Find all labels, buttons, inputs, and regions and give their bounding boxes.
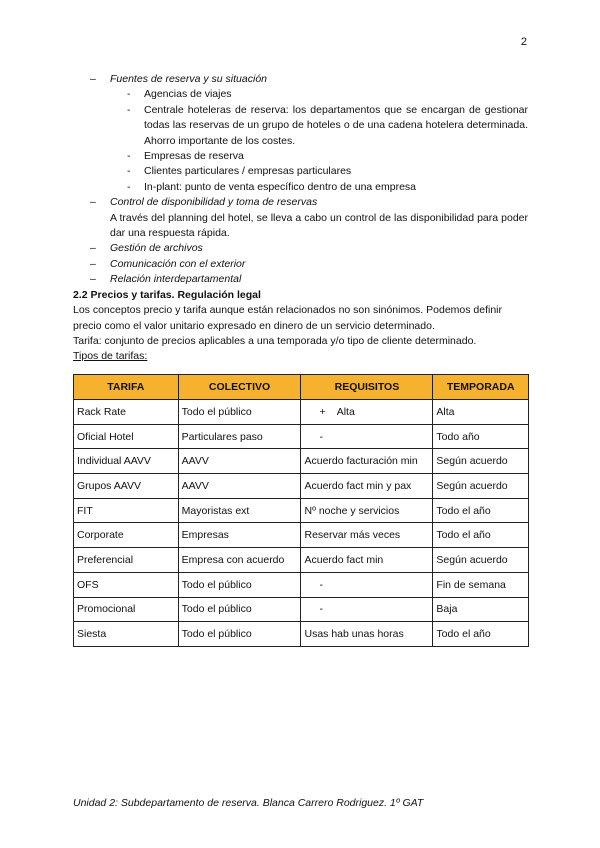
page-number: 2 xyxy=(520,36,527,48)
table-cell: Mayoristas ext xyxy=(178,498,301,523)
table-row xyxy=(74,400,529,425)
bullet-dash: - xyxy=(127,165,131,178)
table-row xyxy=(74,622,529,647)
table-cell: Reservar más veces xyxy=(301,523,433,548)
table-cell: - xyxy=(301,424,433,449)
table-cell: Según acuerdo xyxy=(433,449,529,474)
list-item xyxy=(73,241,528,256)
table-cell: - xyxy=(301,597,433,622)
sub-list-text: Centrale hoteleras de reserva: los departamentos que se encargan de gestionar todas las reservas de un grupo de hoteles o de una cadena hotelera determinada. Ahorro importante de los costes. xyxy=(144,103,528,147)
table-cell: Acuerdo fact min xyxy=(301,548,433,573)
column-header-requisitos: REQUISITOS xyxy=(301,375,433,400)
table-header-row xyxy=(74,375,529,400)
table-cell: Todo el año xyxy=(433,498,529,523)
table-cell: Preferencial xyxy=(74,548,179,573)
column-header-colectivo: COLECTIVO xyxy=(178,375,301,400)
table-cell: Según acuerdo xyxy=(433,474,529,499)
table-cell: Particulares paso xyxy=(178,424,301,449)
list-heading: Gestión de archivos xyxy=(110,242,203,255)
tarifas-table xyxy=(73,374,529,647)
table-row xyxy=(74,449,529,474)
sub-list-item xyxy=(73,180,528,195)
table-cell: OFS xyxy=(74,572,179,597)
table-cell: Baja xyxy=(433,597,529,622)
sub-list-text: In-plant: punto de venta específico dentro de una empresa xyxy=(144,180,417,193)
bullet-dash: - xyxy=(127,180,131,193)
sub-list-item xyxy=(73,164,528,179)
bullet-dash: – xyxy=(90,242,96,255)
table-cell: + Alta xyxy=(301,400,433,425)
table-cell: Siesta xyxy=(74,622,179,647)
table-cell: Todo año xyxy=(433,424,529,449)
table-cell: Individual AAVV xyxy=(74,449,179,474)
table-row xyxy=(74,572,529,597)
list-item xyxy=(73,257,528,272)
bullet-dash: – xyxy=(90,257,96,270)
table-row xyxy=(74,597,529,622)
table-cell: - xyxy=(301,572,433,597)
table-cell: FIT xyxy=(74,498,179,523)
table-row xyxy=(74,424,529,449)
table-cell: Grupos AAVV xyxy=(74,474,179,499)
table-cell: Acuerdo facturación min xyxy=(301,449,433,474)
sub-list-text: Agencias de viajes xyxy=(144,88,232,101)
sub-list-item xyxy=(73,149,528,164)
sub-list-text: Clientes particulares / empresas particulares xyxy=(144,165,352,178)
bullet-dash: – xyxy=(90,196,96,209)
list-heading: Relación interdepartamental xyxy=(110,273,242,286)
table-row xyxy=(74,523,529,548)
table-cell: Acuerdo fact min y pax xyxy=(301,474,433,499)
table-cell: AAVV xyxy=(178,449,301,474)
table-cell: Usas hab unas horas xyxy=(301,622,433,647)
bullet-dash: - xyxy=(127,88,131,101)
table-cell: Fin de semana xyxy=(433,572,529,597)
table-cell: AAVV xyxy=(178,474,301,499)
table-cell: Oficial Hotel xyxy=(74,424,179,449)
bullet-dash: – xyxy=(90,273,96,286)
table-cell: Todo el año xyxy=(433,523,529,548)
list-heading: Control de disponibilidad y toma de reservas xyxy=(110,196,318,209)
table-cell: Nº noche y servicios xyxy=(301,498,433,523)
table-cell: Alta xyxy=(433,400,529,425)
column-header-temporada: TEMPORADA xyxy=(433,375,529,400)
table-cell: Rack Rate xyxy=(74,400,179,425)
list-heading: Fuentes de reserva y su situación xyxy=(110,73,267,85)
table-cell: Según acuerdo xyxy=(433,548,529,573)
list-item xyxy=(73,72,528,87)
table-cell: Empresas xyxy=(178,523,301,548)
sub-list-text: Empresas de reserva xyxy=(144,150,244,163)
table-row xyxy=(74,474,529,499)
table-cell: Empresa con acuerdo xyxy=(178,548,301,573)
table-cell: Promocional xyxy=(74,597,179,622)
table-cell: Todo el año xyxy=(433,622,529,647)
table-cell: Todo el público xyxy=(178,622,301,647)
bullet-dash: - xyxy=(127,103,131,116)
page-footer: Unidad 2: Subdepartamento de reserva. Blanca Carrero Rodriguez. 1º GAT xyxy=(73,797,424,809)
table-cell: Todo el público xyxy=(178,597,301,622)
list-paragraph: A través del planning del hotel, se lleva a cabo un control de las disponibilidad para poder dar una respuesta rápida. xyxy=(110,211,528,240)
paragraph: Los conceptos precio y tarifa aunque están relacionados no son sinónimos. Podemos definir precio como el valor unitario expresado en dinero de un servicio determinado. xyxy=(73,304,503,332)
list-item xyxy=(73,195,528,210)
table-cell: Corporate xyxy=(74,523,179,548)
table-cell: Todo el público xyxy=(178,572,301,597)
sub-list-item xyxy=(73,87,528,102)
bullet-dash: – xyxy=(90,73,96,85)
list-item xyxy=(73,272,528,287)
column-header-tarifa: TARIFA xyxy=(74,375,179,400)
document-body xyxy=(73,72,528,365)
table-row xyxy=(74,548,529,573)
section-title: 2.2 Precios y tarifas. Regulación legal xyxy=(73,288,261,301)
paragraph: Tarifa: conjunto de precios aplicables a una temporada y/o tipo de cliente determinado. xyxy=(73,334,477,347)
sub-list-item xyxy=(73,103,528,149)
table-row xyxy=(74,498,529,523)
table-cell: Todo el público xyxy=(178,400,301,425)
bullet-dash: - xyxy=(127,150,131,163)
list-heading: Comunicación con el exterior xyxy=(110,257,246,270)
table-caption: Tipos de tarifas: xyxy=(73,350,148,363)
